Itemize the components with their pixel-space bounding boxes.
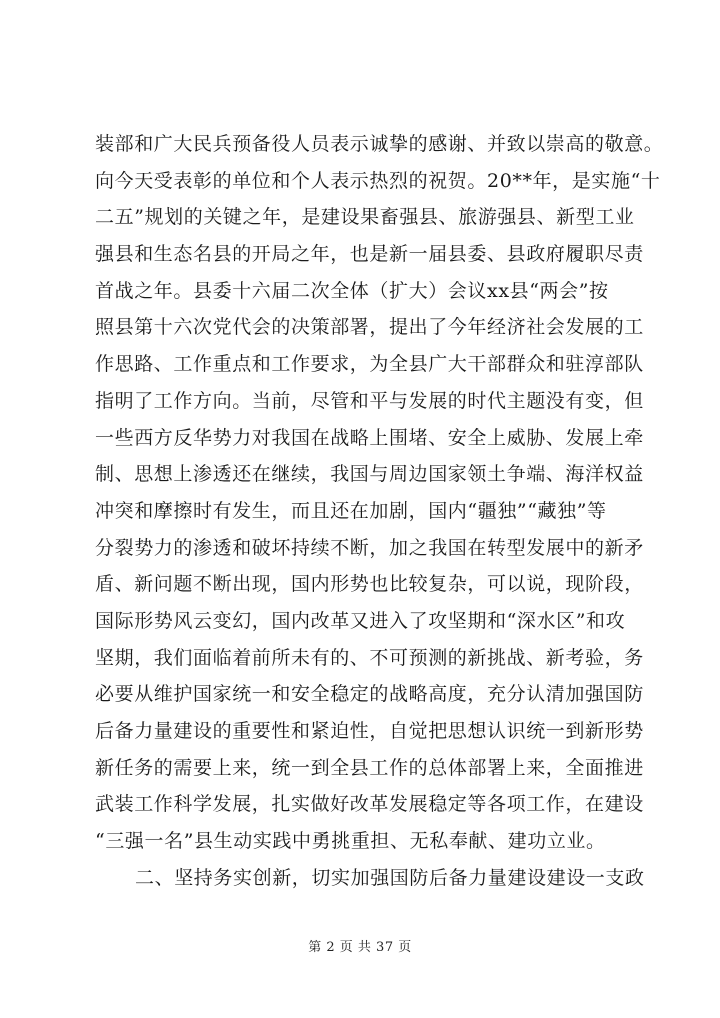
text-line: 指明了工作方向。当前，尽管和平与发展的时代主题没有变，但 xyxy=(95,389,644,412)
text-line: 首战之年。县委十六届二次全体（扩大）会议xx县“两会”按 xyxy=(95,279,609,302)
section-heading: 二、坚持务实创新，切实加强国防后备力量建设建设一支政 xyxy=(135,866,645,889)
text-line: 装部和广大民兵预备役人员表示诚挚的感谢、并致以崇高的敬意。 xyxy=(95,133,664,155)
text-line: 照县第十六次党代会的决策部署，提出了今年经济社会发展的工 xyxy=(95,316,644,339)
text-line: 武装工作科学发展，扎实做好改革发展稳定等各项工作，在建设 xyxy=(95,793,644,816)
text-line: 必要从维护国家统一和安全稳定的战略高度，充分认清加强国防 xyxy=(95,683,644,706)
body-text xyxy=(95,126,665,896)
text-line: 盾、新问题不断出现，国内形势也比较复杂，可以说，现阶段， xyxy=(95,573,644,596)
text-line: “三强一名”县生动实践中勇挑重担、无私奉献、建功立业。 xyxy=(95,830,606,853)
page-footer: 第 2 页 共 37 页 xyxy=(308,940,412,955)
text-line: 坚期，我们面临着前所未有的、不可预测的新挑战、新考验，务 xyxy=(95,646,644,669)
text-line: 一些西方反华势力对我国在战略上围堵、安全上威胁、发展上牵 xyxy=(95,426,644,449)
text-line: 向今天受表彰的单位和个人表示热烈的祝贺。20**年，是实施“十 xyxy=(95,169,661,192)
text-line: 分裂势力的渗透和破坏持续不断，加之我国在转型发展中的新矛 xyxy=(95,536,644,559)
text-line: 强县和生态名县的开局之年，也是新一届县委、县政府履职尽责 xyxy=(95,243,644,266)
text-line: 冲突和摩擦时有发生，而且还在加剧，国内“疆独”“藏独”等 xyxy=(95,499,607,522)
text-line: 作思路、工作重点和工作要求，为全县广大干部群众和驻淳部队 xyxy=(95,353,644,376)
text-line: 二五”规划的关键之年，是建设果畜强县、旅游强县、新型工业 xyxy=(95,206,635,229)
text-line: 制、思想上渗透还在继续，我国与周边国家领土争端、海洋权益 xyxy=(95,463,644,486)
text-line: 国际形势风云变幻，国内改革又进入了攻坚期和“深水区”和攻 xyxy=(95,609,626,632)
text-line: 后备力量建设的重要性和紧迫性，自觉把思想认识统一到新形势 xyxy=(95,720,644,742)
text-line: 新任务的需要上来，统一到全县工作的总体部署上来，全面推进 xyxy=(95,756,644,779)
